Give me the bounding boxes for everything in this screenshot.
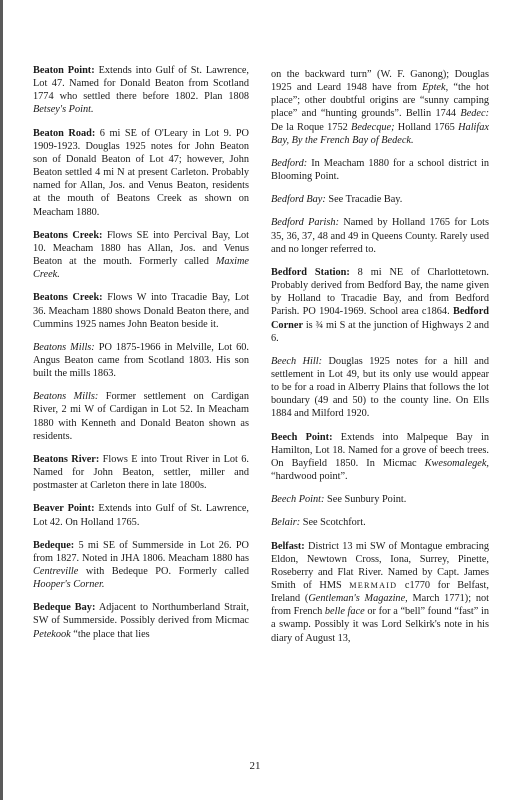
entry-text: Maxime Creek. xyxy=(33,256,249,281)
entry-text: “the place that lies xyxy=(70,628,150,640)
entry-text: Bedford Corner xyxy=(271,306,489,331)
entry-headword: Belair: xyxy=(271,517,301,529)
entry-headword: Bedford: xyxy=(271,157,308,169)
entry-text: Bedec: xyxy=(460,108,489,120)
entry-text: De la Roque 1752 xyxy=(271,121,352,133)
entry-text: or for a “bell” found “fast” in a swamp. Possibly it was Lord Selkirk's note in his diary of August 13, xyxy=(271,606,489,644)
entry-text: 8 mi NE of Charlottetown. Probably derived from Bedford Bay, the name given by Holland to Tracadie Bay, and from Bedford Parish. PO 1904-1969. School area c1864. xyxy=(271,266,489,318)
entry-text: c1770 for Belfast, Ireland ( xyxy=(271,580,489,605)
entry-headword: Beatons River: xyxy=(33,453,100,465)
gazetteer-entry xyxy=(33,453,249,492)
entry-headword: Beaton Road: xyxy=(33,127,96,139)
entry-text: Adjacent to Northumberland Strait, SW of Summerside. Possibly derived from Micmac xyxy=(33,602,249,627)
entry-text: Flows W into Tracadie Bay, Lot 36. Meacham 1880 shows Donald Beaton there, and Cummins 1925 names John Beaton beside it. xyxy=(33,292,250,330)
entry-text: with Bedeque PO. Formerly called xyxy=(78,566,249,577)
entry-text: Extends into Gulf of St. Lawrence, Lot 47. Named for Donald Beaton from Scotland 1774 who settled there before 1802. Plan 1808 xyxy=(33,65,249,103)
entry-headword: Bedeque: xyxy=(33,539,75,551)
gazetteer-entry xyxy=(271,68,489,147)
entry-text: Douglas 1925 notes for a hill and settlement in Lot 49, but its only use would appear to be for a road in Alberry Plains that follows the lot boundary (49 and 50) to the county line. On Ells 1884 and Milford 1920. xyxy=(271,355,490,420)
entry-headword: Beaver Point: xyxy=(33,503,95,515)
entry-headword: Beatons Mills: xyxy=(33,341,95,353)
entry-headword: Beaton Point: xyxy=(33,65,95,76)
entry-text: 5 mi SE of Summerside in Lot 26. PO from 1827. Noted in JHA 1806. Meacham 1880 has xyxy=(33,539,249,564)
entry-text: See Sunbury Point. xyxy=(324,494,407,506)
right-column xyxy=(271,0,489,655)
entry-headword: Beech Point: xyxy=(271,431,333,443)
entry-headword: Beech Point: xyxy=(271,494,325,506)
entry-headword: Beatons Creek: xyxy=(33,229,103,241)
entry-text: See Tracadie Bay. xyxy=(325,194,403,206)
left-column xyxy=(33,0,249,651)
entry-text: 6 mi SE of O'Leary in Lot 9. PO 1909-1923. Douglas 1925 notes for John Beaton son of Donald Beaton of Lot 47; however, John Beaton settled 4 mi N at present Carleton. Probably named for Allan, Jos. and Venus Beaton, residents at the mouth of Beatons Creek as shown on Meacham 1880. xyxy=(33,127,249,218)
gazetteer-entry xyxy=(33,390,249,443)
entry-text: Extends into Malpeque Bay in Hamilton, Lot 18. Named for a grove of beech trees. On Bayfield 1850. In Micmac xyxy=(271,431,489,469)
entry-text: belle face xyxy=(324,606,365,618)
gazetteer-entry xyxy=(33,341,249,380)
entry-headword: Bedford Bay: xyxy=(271,194,326,206)
entry-text: Petekook xyxy=(33,628,71,640)
entry-headword: Bedford Station: xyxy=(271,266,350,278)
entry-text: Kwesomalegek, xyxy=(424,457,489,469)
entry-headword: Beatons Mills: xyxy=(33,391,99,403)
gazetteer-entry xyxy=(271,355,489,421)
entry-text: “the hot place”; other doubtful origins are “sunny camping place” and “hunting grounds”. Bellin 1744 xyxy=(271,82,489,120)
entry-text: District 13 mi SW of Montague embracing Eldon, Newtown Cross, Iona, Surrey, Pinette, Roseberry and Flat River. Named by Capt. James Smith of HMS xyxy=(271,540,489,591)
gazetteer-entry xyxy=(271,493,489,506)
entry-headword: Bedeque Bay: xyxy=(33,602,96,614)
entry-text: Extends into Gulf of St. Lawrence, Lot 42. On Holland 1765. xyxy=(33,503,249,528)
gazetteer-entry xyxy=(271,266,489,345)
gazetteer-entry xyxy=(271,193,489,206)
gazetteer-entry xyxy=(271,516,489,529)
entry-headword: Beatons Creek: xyxy=(33,292,103,304)
entry-text: MERMAID xyxy=(349,581,398,590)
gazetteer-entry xyxy=(33,601,249,640)
gazetteer-entry xyxy=(33,539,249,592)
entry-text: Gentleman's Magazine, xyxy=(308,593,408,605)
entry-text: “hardwood point”. xyxy=(271,471,348,483)
gazetteer-entry xyxy=(33,64,249,117)
gazetteer-entry xyxy=(271,157,489,183)
entry-text: Bedecque; xyxy=(351,121,395,133)
entry-text: Named by Holland 1765 for Lots 35, 36, 37, 48 and 49 in Queens County. Rarely used and no longer referred to. xyxy=(271,217,489,255)
entry-text: Holland 1765 xyxy=(394,121,459,133)
entry-text: See Scotchfort. xyxy=(300,517,366,529)
entry-text: is ¾ mi S at the junction of Highways 2 and 6. xyxy=(271,319,489,344)
entry-text: Betsey's Point. xyxy=(33,104,94,116)
entry-text: on the backward turn” (W. F. Ganong); Douglas 1925 and Leard 1948 have from xyxy=(271,69,489,94)
entry-text: Flows E into Trout River in Lot 6. Named for John Beaton, settler, miller and postmaster at Carleton there in late 1800s. xyxy=(33,453,249,492)
entry-headword: Bedford Parish: xyxy=(271,217,339,229)
entry-headword: Belfast: xyxy=(271,540,305,552)
entry-headword: Beech Hill: xyxy=(271,355,323,367)
gazetteer-entry xyxy=(271,216,489,255)
gazetteer-entry xyxy=(33,502,249,528)
gazetteer-entry xyxy=(271,540,489,645)
entry-text: Former settlement on Cardigan River, 2 mi W of Cardigan in Lot 52. In Meacham 1880 with Kenneth and Donald Beaton shown as residents. xyxy=(33,391,249,442)
page-edge xyxy=(0,0,3,800)
gazetteer-entry xyxy=(33,291,249,330)
entry-text: In Meacham 1880 for a school district in Blooming Point. xyxy=(271,157,489,183)
page-number: 21 xyxy=(249,760,261,772)
entry-text: March 1771); not from French xyxy=(271,593,489,618)
gazetteer-entry xyxy=(271,431,489,484)
entry-text: Hooper's Corner. xyxy=(33,579,105,591)
entry-text: Eptek, xyxy=(422,82,449,94)
gazetteer-entry xyxy=(33,127,249,219)
entry-text: PO 1875-1966 in Melville, Lot 60. Angus Beaton came from Scotland 1803. His son built the mills 1863. xyxy=(33,341,249,380)
entry-text: Halifax Bay, By the French Bay of Bedeck. xyxy=(271,121,489,146)
entry-text: Centreville xyxy=(33,566,79,577)
entry-text: Flows SE into Percival Bay, Lot 10. Meacham 1880 has Allan, Jos. and Venus Beaton at the mouth. Formerly called xyxy=(33,229,250,268)
gazetteer-entry xyxy=(33,229,249,282)
